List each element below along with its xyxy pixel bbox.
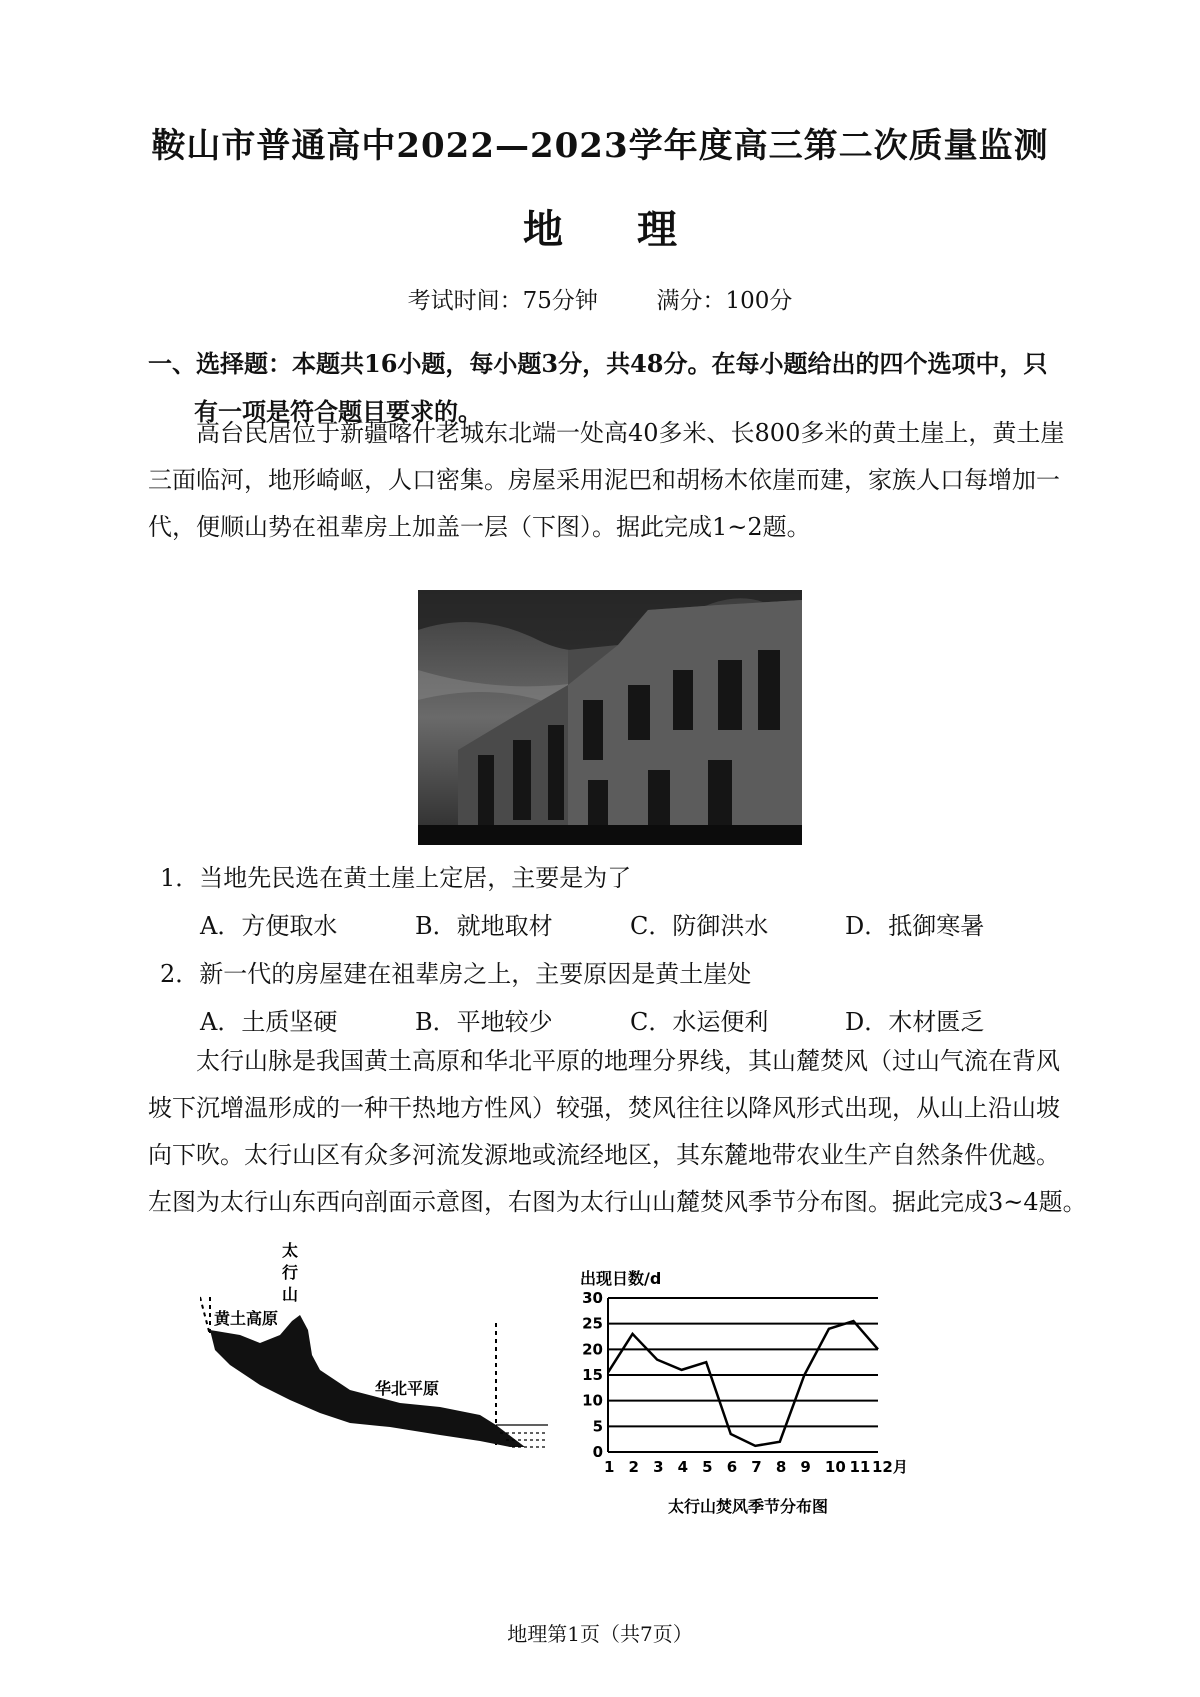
question-1-options bbox=[200, 906, 1060, 941]
question-1-stem: 1．当地先民选在黄土崖上定居，主要是为了 bbox=[160, 864, 632, 892]
question-2-stem: 2．新一代的房屋建在祖辈房之上，主要原因是黄土崖处 bbox=[160, 960, 752, 988]
x-tick-label: 9 bbox=[800, 1458, 811, 1476]
x-tick-label: 7 bbox=[751, 1458, 762, 1476]
y-tick-label: 15 bbox=[582, 1366, 603, 1384]
y-tick-label: 10 bbox=[582, 1391, 603, 1410]
x-tick-label: 12月 bbox=[872, 1458, 908, 1476]
page-footer: 地理第1页（共7页） bbox=[507, 1622, 693, 1646]
option-d[interactable]: D．抵御寒暑 bbox=[845, 912, 985, 940]
loess-plateau-label: 黄土高原 bbox=[214, 1309, 279, 1328]
x-tick-label: 4 bbox=[677, 1458, 689, 1476]
exam-time: 考试时间：75分钟 bbox=[407, 288, 598, 314]
x-tick-label: 10 bbox=[824, 1458, 846, 1476]
option-b[interactable]: B．平地较少 bbox=[415, 1008, 553, 1036]
x-tick-label: 3 bbox=[653, 1458, 664, 1476]
option-c[interactable]: C．水运便利 bbox=[630, 1008, 769, 1036]
y-tick-label: 20 bbox=[582, 1340, 603, 1359]
passage-line: 左图为太行山东西向剖面示意图，右图为太行山山麓焚风季节分布图。据此完成3~4题。 bbox=[148, 1188, 1087, 1216]
chart-title: 太行山焚风季节分布图 bbox=[667, 1497, 829, 1516]
exam-title: 鞍山市普通高中2022—2023学年度高三第二次质量监测 bbox=[151, 126, 1049, 166]
y-tick-label: 25 bbox=[582, 1314, 603, 1333]
dwelling-photo bbox=[418, 590, 802, 845]
x-tick-label: 5 bbox=[702, 1458, 713, 1476]
option-a[interactable]: A．方便取水 bbox=[200, 912, 338, 940]
taihang-profile-diagram bbox=[200, 1235, 570, 1475]
passage-line: 坡下沉增温形成的一种干热地方性风）较强，焚风往往以降风形式出现，从山上沿山坡 bbox=[148, 1094, 1060, 1122]
y-axis-label: 出现日数/d bbox=[580, 1269, 662, 1288]
x-tick-label: 6 bbox=[726, 1458, 738, 1476]
option-b[interactable]: B．就地取材 bbox=[415, 912, 553, 940]
mountain-label-1: 太 bbox=[281, 1241, 299, 1260]
section-heading-line: 有一项是符合题目要求的。 bbox=[194, 397, 482, 426]
x-tick-label: 1 bbox=[604, 1458, 615, 1476]
north-china-plain-label: 华北平原 bbox=[375, 1379, 440, 1398]
x-tick-label: 2 bbox=[628, 1458, 639, 1476]
passage-line: 向下吹。太行山区有众多河流发源地或流经地区，其东麓地带农业生产自然条件优越。 bbox=[148, 1141, 1060, 1169]
section-heading-line: 一、选择题：本题共16小题，每小题3分，共48分。在每小题给出的四个选项中，只 bbox=[148, 349, 1048, 378]
mountain-label-3: 山 bbox=[281, 1285, 299, 1304]
question-2-options bbox=[200, 1002, 1060, 1037]
passage-line: 高台民居位于新疆喀什老城东北端一处高40多米、长800多米的黄土崖上，黄土崖 bbox=[196, 419, 1065, 447]
option-d[interactable]: D．木材匮乏 bbox=[845, 1008, 985, 1036]
x-tick-label: 11 bbox=[849, 1458, 871, 1476]
y-tick-label: 0 bbox=[592, 1443, 603, 1461]
passage-line: 太行山脉是我国黄土高原和华北平原的地理分界线，其山麓焚风（过山气流在背风 bbox=[196, 1047, 1060, 1075]
full-score: 满分：100分 bbox=[656, 288, 793, 314]
option-a[interactable]: A．土质坚硬 bbox=[200, 1008, 338, 1036]
x-tick-label: 8 bbox=[775, 1458, 787, 1476]
foehn-chart bbox=[580, 1262, 980, 1522]
subject-title: 地 理 bbox=[523, 206, 707, 253]
y-tick-label: 5 bbox=[592, 1417, 603, 1436]
passage-line: 三面临河，地形崎岖，人口密集。房屋采用泥巴和胡杨木依崖而建，家族人口每增加一 bbox=[148, 466, 1060, 494]
y-tick-label: 30 bbox=[582, 1289, 603, 1307]
mountain-label-2: 行 bbox=[281, 1263, 299, 1282]
option-c[interactable]: C．防御洪水 bbox=[630, 912, 769, 940]
passage-1 bbox=[148, 410, 1108, 551]
exam-info bbox=[0, 282, 1200, 315]
passage-2 bbox=[148, 1038, 1108, 1226]
passage-line: 代，便顺山势在祖辈房上加盖一层（下图）。据此完成1~2题。 bbox=[148, 513, 811, 541]
